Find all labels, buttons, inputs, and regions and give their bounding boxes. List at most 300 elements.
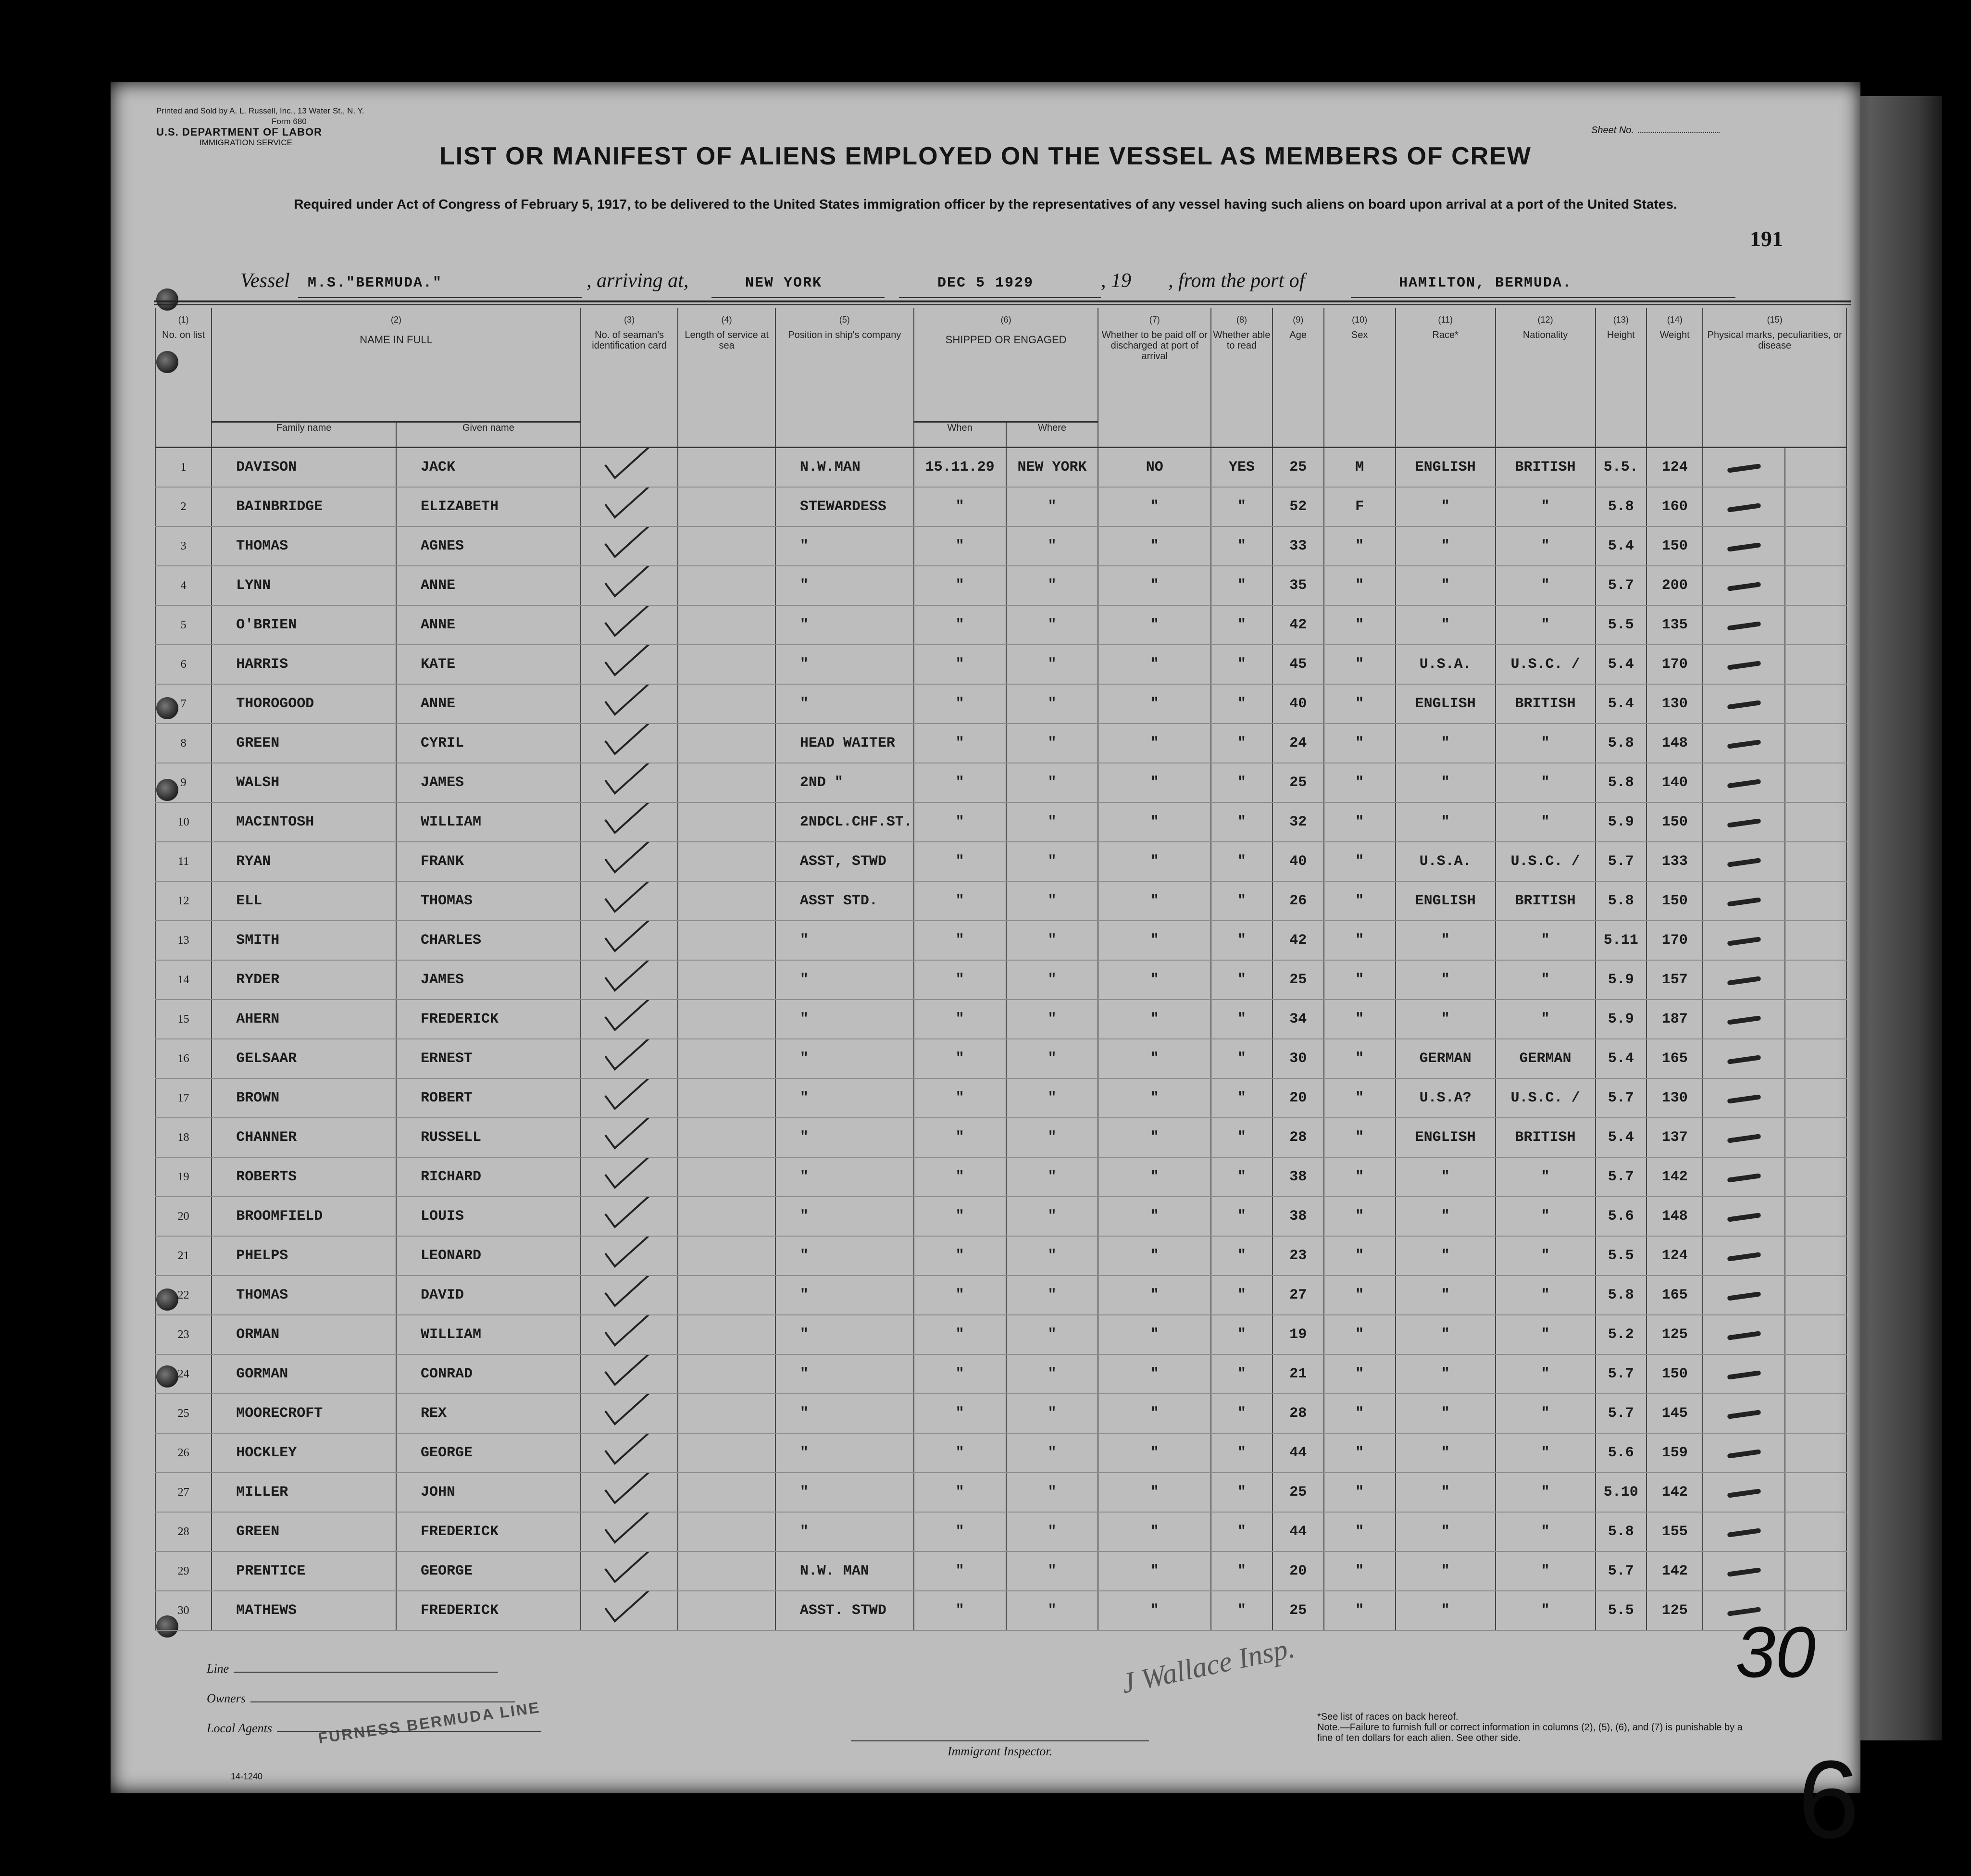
department: U.S. DEPARTMENT OF LABOR xyxy=(156,126,323,138)
id-card-check xyxy=(581,645,678,684)
family-name: MATHEWS xyxy=(212,1591,396,1630)
table-row xyxy=(155,1118,1846,1157)
race: " xyxy=(1396,1276,1496,1315)
blank-cell xyxy=(1785,881,1846,921)
service-length xyxy=(678,1078,775,1118)
paid-off: " xyxy=(1098,1315,1211,1354)
sex: " xyxy=(1324,802,1396,842)
blank-cell xyxy=(1785,1236,1846,1276)
sex: " xyxy=(1324,763,1396,802)
position: HEAD WAITER xyxy=(775,724,914,763)
shipped-when: " xyxy=(914,1039,1006,1078)
shipped-when: " xyxy=(914,1315,1006,1354)
able-to-read: " xyxy=(1211,1473,1272,1512)
sex: " xyxy=(1324,1157,1396,1197)
position: ASST, STWD xyxy=(775,842,914,881)
footnote xyxy=(1317,1712,1750,1743)
row-number: 13 xyxy=(155,921,212,960)
row-number: 8 xyxy=(155,724,212,763)
race: " xyxy=(1396,1512,1496,1551)
weight: 140 xyxy=(1647,763,1703,802)
table-row xyxy=(155,1000,1846,1039)
given-name: CHARLES xyxy=(396,921,581,960)
height: 5.2 xyxy=(1596,1315,1647,1354)
height: 5.8 xyxy=(1596,1512,1647,1551)
nationality: U.S.C. / xyxy=(1496,842,1596,881)
shipped-when: " xyxy=(914,724,1006,763)
shipped-where: " xyxy=(1006,526,1098,566)
weight: 165 xyxy=(1647,1276,1703,1315)
height: 5.8 xyxy=(1596,763,1647,802)
col-label-weight: Weight xyxy=(1647,330,1703,448)
position: " xyxy=(775,1354,914,1394)
service-length xyxy=(678,1591,775,1630)
shipped-when: " xyxy=(914,1473,1006,1512)
age: 27 xyxy=(1272,1276,1324,1315)
sheet-label: Sheet No. xyxy=(1591,125,1634,136)
col-label-height: Height xyxy=(1596,330,1647,448)
row-number: 29 xyxy=(155,1551,212,1591)
sex: " xyxy=(1324,1433,1396,1473)
position: " xyxy=(775,645,914,684)
sex: " xyxy=(1324,724,1396,763)
given-name: FRANK xyxy=(396,842,581,881)
race: " xyxy=(1396,605,1496,645)
paid-off: " xyxy=(1098,1078,1211,1118)
dash-mark-icon xyxy=(1727,937,1761,946)
col-header-sex xyxy=(1324,308,1396,330)
blank-cell xyxy=(1785,645,1846,684)
dash-mark-icon xyxy=(1727,1410,1761,1419)
col-header-name xyxy=(212,308,581,330)
column-number: (8) xyxy=(1236,315,1247,325)
physical-mark xyxy=(1703,566,1785,605)
able-to-read: " xyxy=(1211,802,1272,842)
row-number: 28 xyxy=(155,1512,212,1551)
position: " xyxy=(775,1039,914,1078)
sex: " xyxy=(1324,1473,1396,1512)
blank-cell xyxy=(1785,1157,1846,1197)
table-row xyxy=(155,1433,1846,1473)
table-row xyxy=(155,1591,1846,1630)
family-name: DAVISON xyxy=(212,448,396,488)
nationality: U.S.C. / xyxy=(1496,645,1596,684)
table-row xyxy=(155,566,1846,605)
position: " xyxy=(775,605,914,645)
blank-cell xyxy=(1785,1000,1846,1039)
able-to-read: " xyxy=(1211,960,1272,1000)
agents-label: Local Agents xyxy=(207,1721,273,1735)
given-name: GEORGE xyxy=(396,1551,581,1591)
row-number: 26 xyxy=(155,1433,212,1473)
sex: " xyxy=(1324,960,1396,1000)
sheet-number xyxy=(1591,125,1720,136)
check-mark-icon xyxy=(603,1079,656,1113)
shipped-where: " xyxy=(1006,960,1098,1000)
given-name: JOHN xyxy=(396,1473,581,1512)
family-name: AHERN xyxy=(212,1000,396,1039)
nationality: " xyxy=(1496,763,1596,802)
paid-off: " xyxy=(1098,802,1211,842)
race: " xyxy=(1396,802,1496,842)
position: " xyxy=(775,1315,914,1354)
physical-mark xyxy=(1703,1315,1785,1354)
row-number: 17 xyxy=(155,1078,212,1118)
service-length xyxy=(678,1354,775,1394)
given-name: ROBERT xyxy=(396,1078,581,1118)
weight: 187 xyxy=(1647,1000,1703,1039)
position: " xyxy=(775,526,914,566)
table-row xyxy=(155,1473,1846,1512)
race: " xyxy=(1396,1197,1496,1236)
row-number: 27 xyxy=(155,1473,212,1512)
arriving-label: , arriving at, xyxy=(586,270,689,292)
check-mark-icon xyxy=(603,842,656,876)
shipped-when: " xyxy=(914,842,1006,881)
given-name: FREDERICK xyxy=(396,1591,581,1630)
family-name: SMITH xyxy=(212,921,396,960)
service-length xyxy=(678,1473,775,1512)
paid-off: " xyxy=(1098,1157,1211,1197)
shipped-when: " xyxy=(914,1512,1006,1551)
physical-mark xyxy=(1703,487,1785,526)
id-card-check xyxy=(581,448,678,488)
table-row xyxy=(155,1276,1846,1315)
shipped-when: " xyxy=(914,566,1006,605)
physical-mark xyxy=(1703,802,1785,842)
dash-mark-icon xyxy=(1727,661,1761,670)
table-row xyxy=(155,1039,1846,1078)
family-name: MOORECROFT xyxy=(212,1394,396,1433)
shipped-where: " xyxy=(1006,1276,1098,1315)
nationality: " xyxy=(1496,1354,1596,1394)
age: 32 xyxy=(1272,802,1324,842)
sex: " xyxy=(1324,842,1396,881)
race: " xyxy=(1396,1315,1496,1354)
family-name: MACINTOSH xyxy=(212,802,396,842)
col-label-nationality: Nationality xyxy=(1496,330,1596,448)
id-card-check xyxy=(581,684,678,724)
age: 33 xyxy=(1272,526,1324,566)
physical-mark xyxy=(1703,1354,1785,1394)
able-to-read: " xyxy=(1211,487,1272,526)
weight: 125 xyxy=(1647,1591,1703,1630)
physical-mark xyxy=(1703,1118,1785,1157)
shipped-when: 15.11.29 xyxy=(914,448,1006,488)
col-header-paid xyxy=(1098,308,1211,330)
weight: 130 xyxy=(1647,1078,1703,1118)
shipped-where: " xyxy=(1006,1118,1098,1157)
given-name: WILLIAM xyxy=(396,802,581,842)
check-mark-icon xyxy=(603,763,656,797)
position: " xyxy=(775,1078,914,1118)
sex: " xyxy=(1324,1197,1396,1236)
shipped-where: " xyxy=(1006,763,1098,802)
shipped-when: " xyxy=(914,1354,1006,1394)
age: 25 xyxy=(1272,960,1324,1000)
given-name: ERNEST xyxy=(396,1039,581,1078)
service-length xyxy=(678,921,775,960)
table-row xyxy=(155,684,1846,724)
dash-mark-icon xyxy=(1727,1252,1761,1262)
age: 25 xyxy=(1272,763,1324,802)
service-length xyxy=(678,526,775,566)
table-row xyxy=(155,1157,1846,1197)
row-number: 5 xyxy=(155,605,212,645)
column-number: (6) xyxy=(1000,315,1011,325)
col-label-paid: Whether to be paid off or discharged at port of arrival xyxy=(1098,330,1211,448)
id-card-check xyxy=(581,1039,678,1078)
able-to-read: " xyxy=(1211,684,1272,724)
paid-off: " xyxy=(1098,763,1211,802)
table-row xyxy=(155,724,1846,763)
shipped-when: " xyxy=(914,1394,1006,1433)
paid-off: " xyxy=(1098,1197,1211,1236)
position: " xyxy=(775,1157,914,1197)
shipped-when: " xyxy=(914,1157,1006,1197)
height: 5.5 xyxy=(1596,605,1647,645)
blank-cell xyxy=(1785,487,1846,526)
column-number: (11) xyxy=(1438,315,1453,325)
paid-off: " xyxy=(1098,684,1211,724)
race: " xyxy=(1396,1433,1496,1473)
position: " xyxy=(775,1236,914,1276)
column-number: (3) xyxy=(624,315,635,325)
check-mark-icon xyxy=(603,803,656,837)
age: 19 xyxy=(1272,1315,1324,1354)
check-mark-icon xyxy=(603,1039,656,1073)
blank-cell xyxy=(1785,1473,1846,1512)
col-header-age xyxy=(1272,308,1324,330)
race: " xyxy=(1396,921,1496,960)
family-name: BROOMFIELD xyxy=(212,1197,396,1236)
race: U.S.A. xyxy=(1396,842,1496,881)
able-to-read: " xyxy=(1211,1276,1272,1315)
dash-mark-icon xyxy=(1727,739,1761,749)
check-mark-icon xyxy=(603,685,656,718)
table-row xyxy=(155,1078,1846,1118)
column-number: (7) xyxy=(1149,315,1160,325)
race: ENGLISH xyxy=(1396,881,1496,921)
height: 5.10 xyxy=(1596,1473,1647,1512)
sex: " xyxy=(1324,881,1396,921)
row-number: 30 xyxy=(155,1591,212,1630)
family-name: MILLER xyxy=(212,1473,396,1512)
shipped-when: " xyxy=(914,1433,1006,1473)
height: 5.9 xyxy=(1596,1000,1647,1039)
blank-cell xyxy=(1785,842,1846,881)
col-label-marks: Physical marks, peculiarities, or disease xyxy=(1703,330,1846,448)
service-length xyxy=(678,881,775,921)
sex: " xyxy=(1324,645,1396,684)
physical-mark xyxy=(1703,724,1785,763)
nationality: BRITISH xyxy=(1496,684,1596,724)
physical-mark xyxy=(1703,921,1785,960)
able-to-read: " xyxy=(1211,1354,1272,1394)
sex: " xyxy=(1324,1315,1396,1354)
family-name: GREEN xyxy=(212,1512,396,1551)
check-mark-icon xyxy=(603,961,656,994)
given-name: DAVID xyxy=(396,1276,581,1315)
id-card-check xyxy=(581,1000,678,1039)
paid-off: " xyxy=(1098,605,1211,645)
dash-mark-icon xyxy=(1727,1567,1761,1577)
paid-off: " xyxy=(1098,1236,1211,1276)
service-length xyxy=(678,448,775,488)
physical-mark xyxy=(1703,1473,1785,1512)
nationality: " xyxy=(1496,1591,1596,1630)
id-card-check xyxy=(581,1197,678,1236)
blank-cell xyxy=(1785,1354,1846,1394)
shipped-where: " xyxy=(1006,1078,1098,1118)
weight: 159 xyxy=(1647,1433,1703,1473)
row-number: 7 xyxy=(155,684,212,724)
shipped-when: " xyxy=(914,1236,1006,1276)
family-name: WALSH xyxy=(212,763,396,802)
height: 5.6 xyxy=(1596,1197,1647,1236)
age: 35 xyxy=(1272,566,1324,605)
service-length xyxy=(678,645,775,684)
position: " xyxy=(775,1394,914,1433)
age: 45 xyxy=(1272,645,1324,684)
sex: " xyxy=(1324,1078,1396,1118)
row-number: 3 xyxy=(155,526,212,566)
id-card-check xyxy=(581,1354,678,1394)
weight: 170 xyxy=(1647,645,1703,684)
shipped-when: " xyxy=(914,960,1006,1000)
shipped-where: NEW YORK xyxy=(1006,448,1098,488)
able-to-read: " xyxy=(1211,1078,1272,1118)
shipped-where: " xyxy=(1006,724,1098,763)
column-number: (15) xyxy=(1767,315,1783,325)
header-rule xyxy=(154,300,1851,302)
weight: 124 xyxy=(1647,1236,1703,1276)
nationality: " xyxy=(1496,1276,1596,1315)
sex: " xyxy=(1324,1512,1396,1551)
sex: " xyxy=(1324,684,1396,724)
row-number: 22 xyxy=(155,1276,212,1315)
table-row xyxy=(155,448,1846,488)
able-to-read: " xyxy=(1211,842,1272,881)
age: 25 xyxy=(1272,1591,1324,1630)
age: 25 xyxy=(1272,448,1324,488)
owners-label: Owners xyxy=(207,1691,246,1705)
age: 20 xyxy=(1272,1551,1324,1591)
table-row xyxy=(155,881,1846,921)
family-name: GREEN xyxy=(212,724,396,763)
id-card-check xyxy=(581,921,678,960)
physical-mark xyxy=(1703,605,1785,645)
height: 5.7 xyxy=(1596,566,1647,605)
race: " xyxy=(1396,487,1496,526)
sex: F xyxy=(1324,487,1396,526)
owners-blank xyxy=(250,1701,515,1702)
service-length xyxy=(678,1315,775,1354)
arriving-port: NEW YORK xyxy=(745,275,823,291)
table-row xyxy=(155,526,1846,566)
age: 38 xyxy=(1272,1197,1324,1236)
age: 25 xyxy=(1272,1473,1324,1512)
height: 5.5 xyxy=(1596,1236,1647,1276)
weight: 150 xyxy=(1647,1354,1703,1394)
row-number: 10 xyxy=(155,802,212,842)
paid-off: " xyxy=(1098,881,1211,921)
weight: 170 xyxy=(1647,921,1703,960)
table-row xyxy=(155,960,1846,1000)
shipped-where: " xyxy=(1006,1473,1098,1512)
blank-cell xyxy=(1785,448,1846,488)
vessel-blank xyxy=(298,297,582,298)
service-length xyxy=(678,763,775,802)
height: 5.4 xyxy=(1596,645,1647,684)
given-name: THOMAS xyxy=(396,881,581,921)
nationality: " xyxy=(1496,960,1596,1000)
from-port: HAMILTON, BERMUDA. xyxy=(1399,275,1572,291)
table-row xyxy=(155,1197,1846,1236)
race: ENGLISH xyxy=(1396,1118,1496,1157)
sex: " xyxy=(1324,566,1396,605)
nationality: " xyxy=(1496,1473,1596,1512)
height: 5.4 xyxy=(1596,1118,1647,1157)
paid-off: " xyxy=(1098,1512,1211,1551)
shipped-when: " xyxy=(914,1197,1006,1236)
row-number: 15 xyxy=(155,1000,212,1039)
nationality: " xyxy=(1496,1394,1596,1433)
check-mark-icon xyxy=(603,1315,656,1349)
dash-mark-icon xyxy=(1727,1134,1761,1143)
family-name: BAINBRIDGE xyxy=(212,487,396,526)
col-label-service: Length of service at sea xyxy=(678,330,775,448)
paid-off: " xyxy=(1098,842,1211,881)
position: 2ND " xyxy=(775,763,914,802)
id-card-check xyxy=(581,1551,678,1591)
shipped-where: " xyxy=(1006,1394,1098,1433)
table-row xyxy=(155,605,1846,645)
age: 23 xyxy=(1272,1236,1324,1276)
id-card-check xyxy=(581,605,678,645)
date-blank xyxy=(899,297,1101,298)
weight: 148 xyxy=(1647,724,1703,763)
shipped-when: " xyxy=(914,1078,1006,1118)
row-number: 19 xyxy=(155,1157,212,1197)
col-header-service xyxy=(678,308,775,330)
race: " xyxy=(1396,1473,1496,1512)
position: STEWARDESS xyxy=(775,487,914,526)
able-to-read: " xyxy=(1211,605,1272,645)
age: 28 xyxy=(1272,1118,1324,1157)
position: " xyxy=(775,566,914,605)
id-card-check xyxy=(581,1591,678,1630)
shipped-when: " xyxy=(914,526,1006,566)
dash-mark-icon xyxy=(1727,1528,1761,1538)
family-name: THOROGOOD xyxy=(212,684,396,724)
age: 44 xyxy=(1272,1433,1324,1473)
race: " xyxy=(1396,1354,1496,1394)
paid-off: NO xyxy=(1098,448,1211,488)
able-to-read: " xyxy=(1211,1394,1272,1433)
service-length xyxy=(678,1157,775,1197)
physical-mark xyxy=(1703,842,1785,881)
family-name: THOMAS xyxy=(212,526,396,566)
nationality: " xyxy=(1496,921,1596,960)
table-row xyxy=(155,802,1846,842)
shipped-where: " xyxy=(1006,1315,1098,1354)
able-to-read: " xyxy=(1211,763,1272,802)
family-name: PRENTICE xyxy=(212,1551,396,1591)
able-to-read: " xyxy=(1211,881,1272,921)
height: 5.8 xyxy=(1596,724,1647,763)
col-label-when: When xyxy=(914,422,1006,448)
